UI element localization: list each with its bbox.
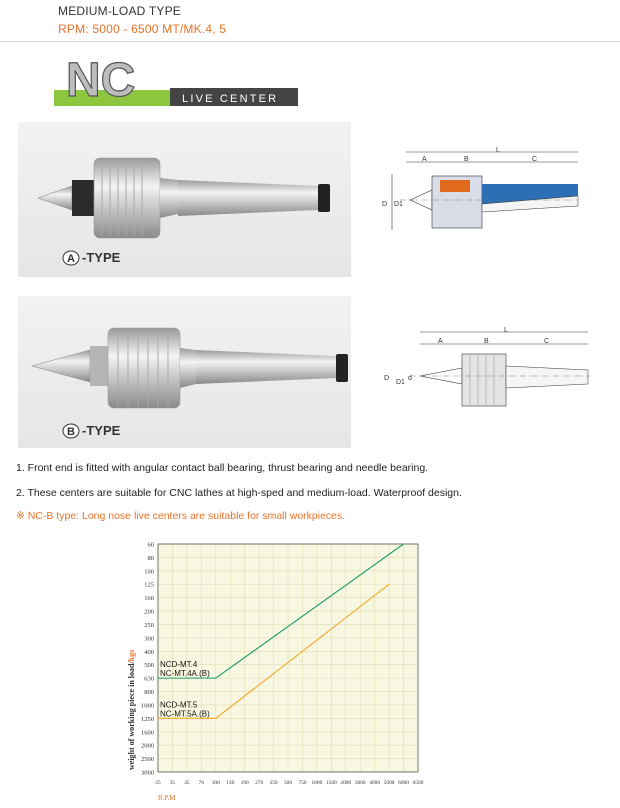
- x-tick-label: 1500: [325, 780, 337, 786]
- type-b-badge: [62, 423, 80, 439]
- dim-l: L: [504, 327, 508, 334]
- header-divider: [0, 41, 620, 42]
- dim-a: A: [422, 156, 427, 163]
- x-tick-label: 130: [226, 780, 235, 786]
- x-tick-label: 3000: [354, 780, 366, 786]
- y-tick-label: 1250: [141, 715, 154, 723]
- series-label: NC-MT.5A.(B): [160, 709, 210, 719]
- type-b-label: -TYPE: [82, 423, 121, 438]
- drawing-b: [380, 324, 592, 416]
- series-label: NC-MT.4A.(B): [160, 669, 210, 679]
- type-a-letter: A: [67, 253, 75, 265]
- x-tick-label: 6000: [398, 780, 409, 786]
- x-tick-label: 270: [255, 780, 264, 786]
- y-tick-label: 160: [144, 595, 154, 603]
- header-rpm: RPM: 5000 - 6500 MT/MK.4, 5: [58, 22, 227, 36]
- dim-d: D: [384, 375, 390, 382]
- y-tick-label: 500: [144, 662, 154, 670]
- x-tick-label: 100: [211, 780, 220, 786]
- y-tick-label: 100: [144, 568, 154, 576]
- x-axis-label: R.P.M: [158, 794, 176, 802]
- y-tick-label: 1000: [141, 702, 154, 710]
- dim-l: L: [496, 147, 500, 154]
- y-tick-label: 200: [144, 608, 154, 616]
- dim-b: B: [484, 338, 489, 345]
- dim-d1: D1: [394, 201, 403, 208]
- dim-b: B: [464, 156, 469, 163]
- x-tick-label: 35: [169, 780, 176, 786]
- nc-logo: [52, 52, 302, 108]
- series-label: NCD-MT.4: [160, 660, 198, 670]
- y-tick-label: 800: [144, 689, 154, 697]
- x-tick-label: 45: [184, 780, 190, 786]
- dim-d: D: [382, 201, 388, 208]
- y-tick-label: 1600: [141, 729, 154, 737]
- y-axis-label: weight of working piece in load/kgs: [127, 649, 136, 770]
- y-tick-label: 250: [144, 621, 154, 629]
- y-tick-label: 2000: [141, 742, 154, 750]
- y-tick-label: 2500: [141, 756, 154, 764]
- y-tick-label: 400: [144, 648, 154, 656]
- dim-c: C: [544, 338, 550, 345]
- y-tick-label: 3000: [141, 769, 154, 777]
- x-tick-label: 190: [240, 780, 249, 786]
- x-tick-label: 25: [155, 780, 161, 786]
- x-tick-label: 4000: [369, 780, 381, 786]
- dim-d1: D1: [396, 379, 405, 386]
- y-tick-label: 630: [144, 675, 154, 683]
- y-tick-label: 125: [144, 581, 154, 589]
- note-1: 1. Front end is fitted with angular contact ball bearing, thrust bearing and needle bearing.: [16, 462, 429, 474]
- x-tick-label: 70: [198, 780, 205, 786]
- header-title: MEDIUM-LOAD TYPE: [58, 4, 181, 18]
- type-a-label: -TYPE: [82, 250, 121, 265]
- type-b-letter: B: [67, 426, 75, 438]
- dim-a: A: [438, 338, 443, 345]
- x-tick-label: 5000: [383, 780, 395, 786]
- drawing-a: [380, 146, 580, 238]
- x-tick-label: 1000: [311, 780, 323, 786]
- series-label: NCD-MT.5: [160, 700, 198, 710]
- type-a-badge: [62, 250, 80, 266]
- x-tick-label: 2000: [340, 780, 352, 786]
- x-tick-label: 350: [269, 780, 278, 786]
- logo-text: NC: [66, 54, 136, 107]
- y-tick-label: 80: [147, 554, 154, 562]
- x-tick-label: 500: [283, 780, 293, 786]
- x-tick-label: 750: [298, 780, 307, 786]
- y-tick-label: 60: [147, 541, 154, 549]
- note-3: ※ NC-B type: Long nose live centers are suitable for small workpieces.: [16, 510, 346, 522]
- y-tick-label: 300: [144, 635, 154, 643]
- load-rpm-chart: [110, 536, 430, 804]
- note-2: 2. These centers are suitable for CNC lathes at high-sped and medium-load. Waterproof design.: [16, 487, 462, 499]
- dim-c: C: [532, 156, 538, 163]
- logo-subtitle: LIVE CENTER: [182, 93, 279, 105]
- dim-d-small: d: [408, 375, 412, 382]
- x-tick-label: 6500: [412, 780, 424, 786]
